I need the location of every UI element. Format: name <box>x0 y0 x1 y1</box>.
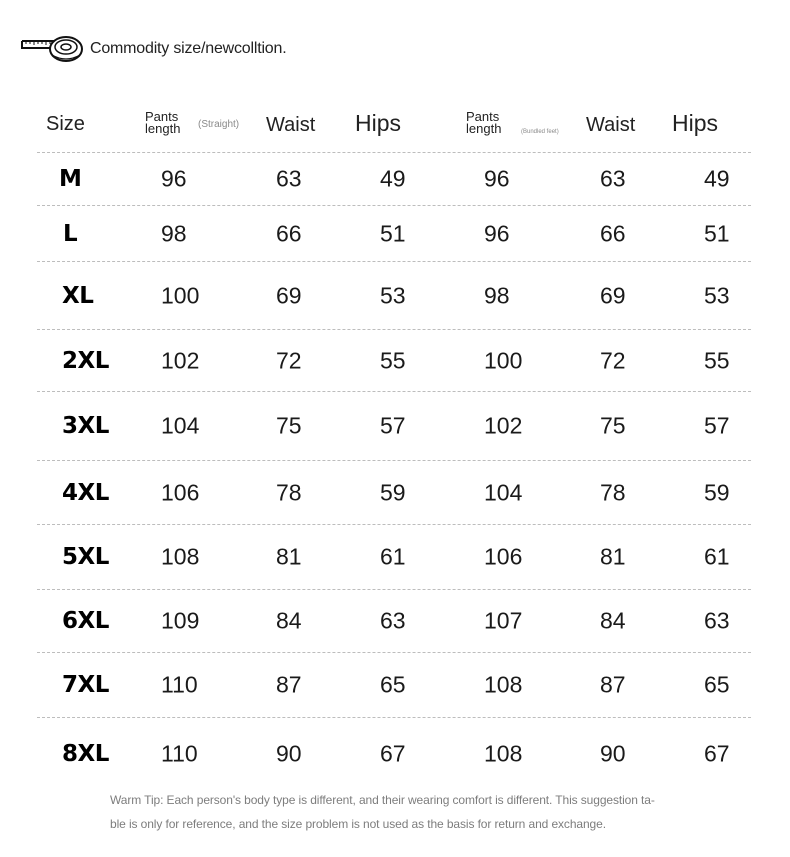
hips-straight-cell: 53 <box>380 282 406 308</box>
header-note-straight: (Straight) <box>198 119 240 130</box>
size-cell: 3XL <box>62 413 109 439</box>
header-hips-bundled: Hips <box>672 110 719 136</box>
hips-straight-cell: 63 <box>380 607 406 634</box>
table-row <box>37 206 751 262</box>
pants-length-straight-cell: 104 <box>161 412 200 439</box>
hips-straight-cell: 57 <box>380 412 406 439</box>
warm-tip-line-1: Warm Tip: Each person's body type is different, and their wearing comfort is different. This suggestion ta- <box>110 793 655 807</box>
waist-bundled-cell: 72 <box>600 347 626 373</box>
waist-straight-cell: 72 <box>276 347 302 373</box>
table-row <box>37 392 751 461</box>
pants-length-bundled-cell: 104 <box>484 479 523 505</box>
waist-bundled-cell: 84 <box>600 607 626 634</box>
waist-straight-cell: 66 <box>276 220 302 246</box>
size-cell: 8XL <box>62 741 109 767</box>
waist-straight-cell: 75 <box>276 412 302 439</box>
page-header <box>20 33 286 65</box>
pants-length-straight-cell: 102 <box>161 347 200 373</box>
table-header <box>37 100 751 153</box>
hips-straight-cell: 55 <box>380 347 406 373</box>
pants-length-bundled-cell: 108 <box>484 671 523 698</box>
header-waist-bundled: Waist <box>586 114 636 136</box>
waist-straight-cell: 69 <box>276 282 302 308</box>
waist-straight-cell: 78 <box>276 479 302 505</box>
page-title: Commodity size/newcolltion. <box>90 40 287 57</box>
pants-length-straight-cell: 110 <box>161 671 198 698</box>
warm-tip <box>110 788 685 836</box>
pants-length-bundled-cell: 96 <box>484 165 510 192</box>
pants-length-bundled-cell: 102 <box>484 412 523 439</box>
table-row <box>37 330 751 392</box>
pants-length-straight-cell: 110 <box>161 740 198 767</box>
header-pants-length-bundled: Pants length <box>466 109 502 136</box>
hips-bundled-cell: 55 <box>704 347 730 373</box>
pants-length-bundled-cell: 98 <box>484 282 510 308</box>
waist-bundled-cell: 75 <box>600 412 626 439</box>
header-pants-length-straight: Pants length <box>145 109 181 136</box>
pants-length-straight-cell: 109 <box>161 607 200 634</box>
size-cell: 7XL <box>62 672 109 698</box>
table-row <box>37 262 751 330</box>
pants-length-bundled-cell: 100 <box>484 347 523 373</box>
pants-length-straight-cell: 96 <box>161 165 187 192</box>
hips-bundled-cell: 51 <box>704 220 730 246</box>
hips-straight-cell: 49 <box>380 165 406 192</box>
waist-straight-cell: 63 <box>276 165 302 192</box>
hips-bundled-cell: 67 <box>704 740 730 767</box>
hips-straight-cell: 59 <box>380 479 406 505</box>
hips-straight-cell: 67 <box>380 740 406 767</box>
hips-bundled-cell: 49 <box>704 165 730 192</box>
pants-length-straight-cell: 106 <box>161 479 200 505</box>
waist-straight-cell: 90 <box>276 740 302 767</box>
tape-measure-icon <box>20 33 84 65</box>
size-cell: 6XL <box>62 608 109 634</box>
pants-length-straight-cell: 98 <box>161 220 187 246</box>
waist-bundled-cell: 69 <box>600 282 626 308</box>
size-cell: M <box>59 166 82 192</box>
hips-bundled-cell: 63 <box>704 607 730 634</box>
size-cell: L <box>63 220 78 247</box>
size-cell: 4XL <box>62 479 109 506</box>
size-cell: 5XL <box>62 544 109 570</box>
header-hips-straight: Hips <box>355 110 402 136</box>
table-row <box>37 461 751 525</box>
waist-straight-cell: 84 <box>276 607 302 634</box>
waist-bundled-cell: 87 <box>600 671 626 698</box>
waist-straight-cell: 87 <box>276 671 302 698</box>
waist-bundled-cell: 81 <box>600 543 626 570</box>
waist-bundled-cell: 63 <box>600 165 626 192</box>
hips-straight-cell: 51 <box>380 220 406 246</box>
pants-length-bundled-cell: 106 <box>484 543 523 570</box>
table-row <box>37 590 751 653</box>
hips-bundled-cell: 61 <box>704 543 730 570</box>
size-table <box>37 100 751 790</box>
header-size: Size <box>46 113 85 135</box>
hips-bundled-cell: 53 <box>704 282 730 308</box>
size-cell: XL <box>62 282 94 309</box>
table-row <box>37 153 751 206</box>
size-cell: 2XL <box>62 347 109 374</box>
pants-length-straight-cell: 108 <box>161 543 200 570</box>
warm-tip-line-2: ble is only for reference, and the size problem is not used as the basis for return and exchange. <box>110 817 606 831</box>
table-row <box>37 653 751 718</box>
hips-bundled-cell: 57 <box>704 412 730 439</box>
hips-straight-cell: 65 <box>380 671 406 698</box>
hips-bundled-cell: 65 <box>704 671 730 698</box>
pants-length-bundled-cell: 108 <box>484 740 523 767</box>
table-row <box>37 525 751 590</box>
table-row <box>37 718 751 790</box>
pants-length-bundled-cell: 107 <box>484 607 523 634</box>
waist-bundled-cell: 78 <box>600 479 626 505</box>
header-note-bundled: (Bundled feet) <box>521 129 559 135</box>
hips-bundled-cell: 59 <box>704 479 730 505</box>
waist-straight-cell: 81 <box>276 543 302 570</box>
pants-length-bundled-cell: 96 <box>484 220 510 246</box>
waist-bundled-cell: 66 <box>600 220 626 246</box>
hips-straight-cell: 61 <box>380 543 406 570</box>
header-waist-straight: Waist <box>266 114 316 136</box>
pants-length-straight-cell: 100 <box>161 282 200 308</box>
waist-bundled-cell: 90 <box>600 740 626 767</box>
